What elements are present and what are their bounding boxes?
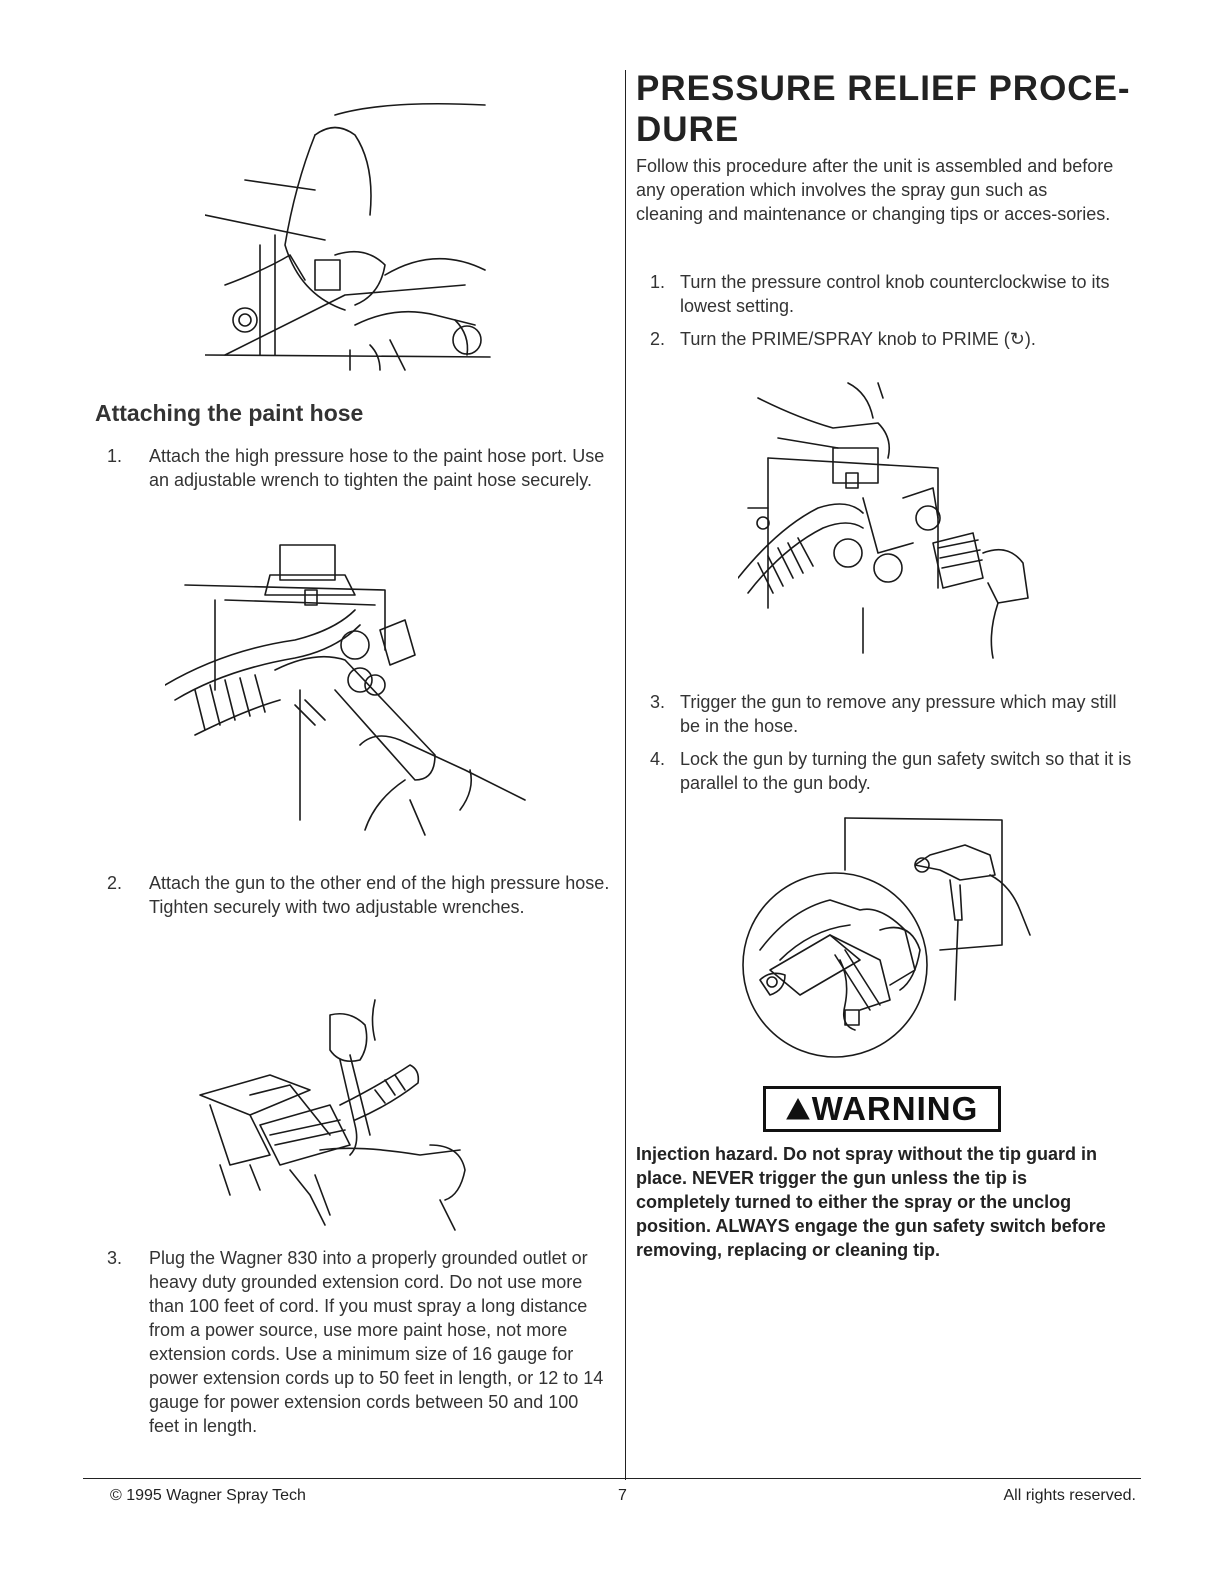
list-item: [650, 270, 1135, 318]
list-item: [650, 327, 1135, 351]
list-item: [650, 690, 1135, 738]
step-text: Plug the Wagner 830 into a properly grounded outlet or heavy duty grounded extension cord. Do not use more than 100 feet of cord. If you must spray a long distance from a power source, use more paint hose, not more extension cords. Use a minimum size of 16 gauge for power extension cords up to 50 feet in length, or 12 to 14 gauge for power extension cords between 50 and 100 feet in length.: [149, 1248, 604, 1436]
step-text: Attach the high pressure hose to the paint hose port. Use an adjustable wrench to tighten the paint hose securely.: [149, 446, 605, 490]
step-text: Trigger the gun to remove any pressure which may still be in the hose.: [680, 692, 1117, 736]
illustration-hand-on-knob: [205, 95, 495, 375]
illustration-gun-safety-switch: [740, 810, 1040, 1075]
step-number: 4.: [650, 749, 666, 769]
step-number: 1.: [107, 446, 123, 466]
list-item: [107, 871, 612, 919]
step-number: 2.: [107, 873, 123, 893]
section-subheading: Attaching the paint hose: [95, 400, 364, 426]
step-text: Turn the pressure control knob counterclockwise to its lowest setting.: [680, 272, 1110, 316]
column-divider: [625, 70, 626, 1480]
step-text: Attach the gun to the other end of the high pressure hose. Tighten securely with two adjustable wrenches.: [149, 873, 610, 917]
section-heading: PRESSURE RELIEF PROCE-DURE: [636, 69, 1131, 149]
list-item: [650, 747, 1135, 795]
illustration-wrench-on-hose-port: [165, 540, 535, 840]
list-item: [107, 444, 612, 492]
step-text: Lock the gun by turning the gun safety switch so that it is parallel to the gun body.: [680, 749, 1132, 793]
warning-banner: [763, 1086, 1001, 1132]
step-number: 2.: [650, 329, 666, 349]
footer-divider: [83, 1478, 1141, 1479]
step-number: 3.: [650, 692, 666, 712]
step-text: Turn the PRIME/SPRAY knob to PRIME (↻).: [680, 329, 1036, 349]
warning-triangle-icon: [786, 1098, 810, 1120]
warning-label: WARNING: [811, 1090, 979, 1127]
step-number: 3.: [107, 1248, 123, 1268]
illustration-prime-spray-knob: [738, 378, 1038, 663]
intro-paragraph: Follow this procedure after the unit is assembled and before any operation which involves the spray gun such as cleaning and maintenance or changing tips or acces-sories.: [636, 156, 1114, 224]
footer-copyright: © 1995 Wagner Spray Tech: [110, 1487, 306, 1504]
page-number: 7: [618, 1487, 627, 1504]
list-item: [107, 1246, 612, 1438]
illustration-two-wrenches-on-gun: [190, 995, 490, 1240]
footer-rights: All rights reserved.: [1003, 1487, 1136, 1504]
step-number: 1.: [650, 272, 666, 292]
warning-text: Injection hazard. Do not spray without the tip guard in place. NEVER trigger the gun unless the tip is completely turned to either the spray or the unclog position. ALWAYS engage the gun safety switch before removing, replacing or cleaning tip.: [636, 1144, 1106, 1260]
